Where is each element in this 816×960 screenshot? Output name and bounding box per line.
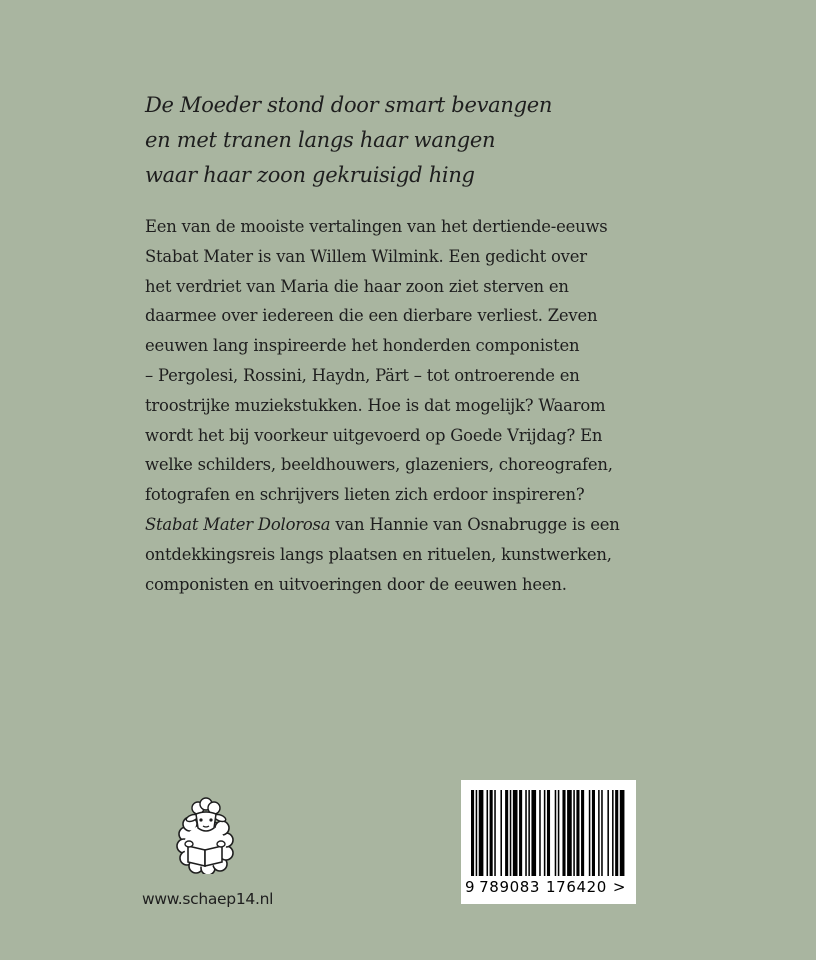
barcode-bar [547,790,550,876]
barcode-bar [476,790,478,876]
barcode-bar [555,790,557,876]
blurb-line: welke schilders, beeldhouwers, glazeniers, choreografen, [145,455,613,475]
barcode-bar [581,790,584,876]
barcode-bar [471,790,474,876]
barcode-bar [500,790,502,876]
barcode-bar [544,790,546,876]
poem-line-1: De Moeder stond door smart bevangen [145,93,553,117]
blurb-title-line [145,510,745,540]
blurb-line: eeuwen lang inspireerde het honderden componisten [145,336,580,356]
barcode-bar [598,790,600,876]
blurb-line: Stabat Mater is van Willem Wilmink. Een gedicht over [145,246,587,266]
barcode-bar [620,790,625,876]
barcode-bar [562,790,565,876]
barcode-bar [525,790,527,876]
barcode-bar [576,790,579,876]
poem-excerpt [145,88,745,193]
barcode-bar [494,790,496,876]
barcode-arrow: > [612,878,627,896]
barcode-bars [471,790,626,876]
barcode-bar [531,790,536,876]
barcode-bar [513,790,518,876]
blurb-author-text: van Hannie van Osnabrugge is een [330,514,620,534]
barcode-bar [615,790,618,876]
blurb-line: het verdriet van Maria die haar zoon ziet sterven en [145,276,569,296]
barcode-bar [612,790,614,876]
blurb-line: – Pergolesi, Rossini, Haydn, Pärt – tot ontroerende en [145,365,580,385]
blurb-line: troostrijke muziekstukken. Hoe is dat mogelijk? Waarom [145,395,606,415]
blurb-line: componisten en uitvoeringen door de eeuwen heen. [145,574,567,594]
barcode-digits [465,878,626,896]
barcode-bar [487,790,489,876]
barcode-bar [490,790,493,876]
barcode-digit-lead: 9 [465,878,476,896]
barcode-digit-group-2: 176420 [546,878,607,896]
barcode-bar [601,790,603,876]
barcode-bar [528,790,530,876]
blurb-line: daarmee over iedereen die een dierbare verliest. Zeven [145,306,598,326]
blurb-line: ontdekkingsreis langs plaatsen en rituelen, kunstwerken, [145,544,612,564]
barcode-bar [510,790,512,876]
barcode-bar [592,790,595,876]
back-cover-blurb [145,212,745,599]
barcode-bar [539,790,541,876]
barcode-bar [589,790,591,876]
publisher-website-link[interactable]: www.schaep14.nl [142,890,274,908]
isbn-barcode [461,780,636,904]
barcode-bar [558,790,560,876]
barcode-bar [567,790,572,876]
sheep-reading-book-icon [172,794,238,874]
poem-line-2: en met tranen langs haar wangen [145,128,496,152]
poem-line-3: waar haar zoon gekruisigd hing [145,163,475,187]
barcode-bar [505,790,508,876]
barcode-bar [573,790,575,876]
barcode-bar [479,790,484,876]
blurb-line: fotografen en schrijvers lieten zich erdoor inspireren? [145,485,585,505]
book-title-italic: Stabat Mater Dolorosa [145,514,331,534]
barcode-bar [519,790,522,876]
barcode-bar [607,790,609,876]
blurb-line: Een van de mooiste vertalingen van het dertiende-eeuws [145,217,608,236]
barcode-digit-group-1: 789083 [479,878,541,896]
blurb-line: wordt het bij voorkeur uitgevoerd op Goede Vrijdag? En [145,425,603,445]
